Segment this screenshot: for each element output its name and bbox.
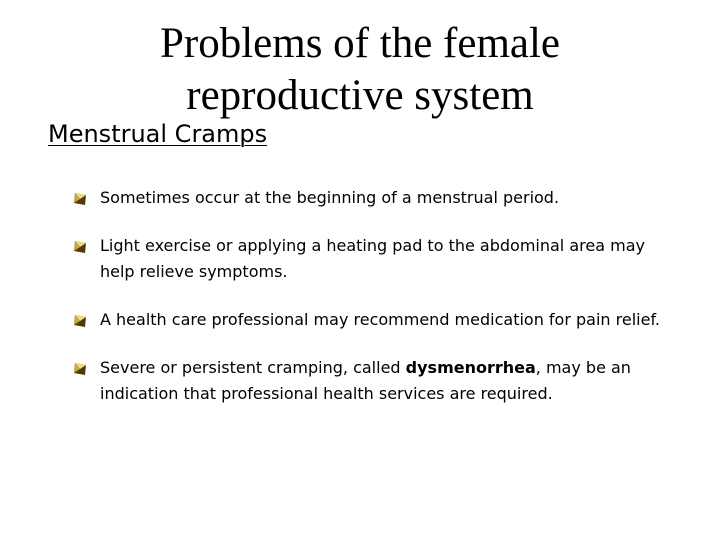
slide-title — [60, 18, 660, 122]
bullet-text — [100, 358, 631, 403]
bullet-item — [70, 355, 670, 407]
bullet-item — [70, 307, 670, 333]
section-heading: Menstrual Cramps — [48, 120, 268, 148]
title-line-2: reproductive system — [186, 72, 534, 119]
bullet-text-after: , may be an indication that professional health services are required. — [100, 358, 631, 403]
bullet-3d-icon — [72, 362, 88, 376]
bullet-text-before: Severe or persistent cramping, called — [100, 358, 406, 377]
bullet-text: Light exercise or applying a heating pad to the abdominal area may help relieve symptoms. — [100, 236, 645, 281]
bullet-item — [70, 233, 670, 285]
bullet-text: A health care professional may recommend medication for pain relief. — [100, 310, 660, 329]
bullet-3d-icon — [72, 240, 88, 254]
bullet-3d-icon — [72, 314, 88, 328]
bullet-item — [70, 185, 670, 211]
title-line-1: Problems of the female — [159, 20, 561, 67]
bullet-text: Sometimes occur at the beginning of a menstrual period. — [100, 188, 560, 207]
bold-term: dysmenorrhea — [405, 358, 536, 377]
bullet-list — [70, 185, 670, 429]
bullet-3d-icon — [72, 192, 88, 206]
